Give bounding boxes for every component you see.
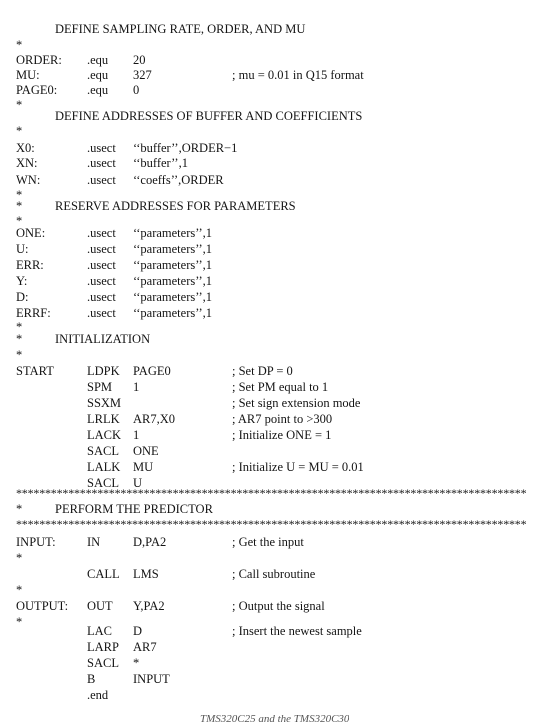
code-operand: 20 [133, 53, 146, 67]
code-comment: ; Set sign extension mode [232, 396, 361, 410]
separator-text: **************************************************************************************** [16, 517, 527, 531]
code-operand: ‘‘parameters’’,1 [133, 242, 212, 256]
asterisk-separator [0, 486, 539, 501]
code-mnemonic: .usect [87, 274, 116, 288]
code-line [0, 412, 539, 427]
code-mnemonic: LRLK [87, 412, 120, 426]
code-label: * [16, 38, 23, 52]
section-heading [0, 502, 539, 517]
code-operand: ONE [133, 444, 159, 458]
code-mnemonic: .usect [87, 226, 116, 240]
code-operand: U [133, 476, 143, 490]
code-operand: ‘‘parameters’’,1 [133, 258, 212, 272]
code-mnemonic: .usect [87, 242, 116, 256]
code-label: WN: [16, 173, 41, 187]
code-line [0, 567, 539, 582]
code-mnemonic: .usect [87, 258, 116, 272]
code-line [0, 83, 539, 98]
code-line [0, 688, 539, 703]
code-line [0, 68, 539, 83]
code-comment: ; Output the signal [232, 599, 325, 613]
code-label: * [16, 615, 23, 629]
code-mnemonic: LARP [87, 640, 119, 654]
asterisk-separator [0, 517, 539, 532]
section-heading [0, 109, 539, 124]
code-line [0, 258, 539, 273]
code-label: * [16, 551, 23, 565]
code-mnemonic: SSXM [87, 396, 122, 410]
code-line [0, 640, 539, 655]
code-comment: ; Set DP = 0 [232, 364, 293, 378]
code-operand: LMS [133, 567, 159, 581]
code-operand: AR7 [133, 640, 157, 654]
code-line [0, 290, 539, 305]
code-line [0, 141, 539, 156]
code-label: * [16, 583, 23, 597]
code-line [0, 624, 539, 639]
code-mnemonic: SPM [87, 380, 113, 394]
code-line [0, 226, 539, 241]
code-label: MU: [16, 68, 40, 82]
code-comment: ; Set PM equal to 1 [232, 380, 329, 394]
section-heading-text: DEFINE SAMPLING RATE, ORDER, AND MU [55, 22, 306, 36]
code-label: START [16, 364, 54, 378]
code-line [0, 156, 539, 171]
code-mnemonic: .usect [87, 173, 116, 187]
code-operand: MU [133, 460, 154, 474]
code-mnemonic: .equ [87, 68, 109, 82]
code-line [0, 396, 539, 411]
code-mnemonic: LALK [87, 460, 121, 474]
section-heading [0, 199, 539, 214]
code-operand: ‘‘coeffs’’,ORDER [133, 173, 224, 187]
code-label: * [16, 332, 23, 346]
code-line [0, 306, 539, 321]
code-operand: PAGE0 [133, 364, 171, 378]
code-label: * [16, 124, 23, 138]
code-comment: ; Get the input [232, 535, 304, 549]
code-line [0, 124, 539, 139]
code-mnemonic: SACL [87, 444, 119, 458]
code-line [0, 348, 539, 363]
code-line [0, 173, 539, 188]
code-label: XN: [16, 156, 38, 170]
code-label: X0: [16, 141, 35, 155]
code-mnemonic: B [87, 672, 96, 686]
section-heading-text: DEFINE ADDRESSES OF BUFFER AND COEFFICIENTS [55, 109, 363, 123]
code-line [0, 53, 539, 68]
code-operand: ‘‘parameters’’,1 [133, 226, 212, 240]
code-comment: ; AR7 point to >300 [232, 412, 333, 426]
code-operand: D,PA2 [133, 535, 167, 549]
code-operand: 1 [133, 428, 140, 442]
code-line [0, 274, 539, 289]
code-label: * [16, 98, 23, 112]
code-label: OUTPUT: [16, 599, 69, 613]
code-label: INPUT: [16, 535, 56, 549]
code-comment: ; Initialize ONE = 1 [232, 428, 332, 442]
code-line [0, 380, 539, 395]
code-mnemonic: LDPK [87, 364, 120, 378]
section-heading [0, 22, 539, 37]
code-label: PAGE0: [16, 83, 58, 97]
code-operand: INPUT [133, 672, 170, 686]
code-label: * [16, 214, 23, 228]
code-operand: ‘‘buffer’’,1 [133, 156, 188, 170]
section-heading-text: RESERVE ADDRESSES FOR PARAMETERS [55, 199, 296, 213]
code-operand: ‘‘parameters’’,1 [133, 290, 212, 304]
code-operand: Y,PA2 [133, 599, 165, 613]
code-mnemonic: IN [87, 535, 101, 549]
code-mnemonic: .usect [87, 306, 116, 320]
code-mnemonic: OUT [87, 599, 113, 613]
section-heading-text: PERFORM THE PREDICTOR [55, 502, 213, 516]
code-line [0, 460, 539, 475]
code-comment: ; Call subroutine [232, 567, 316, 581]
code-mnemonic: .equ [87, 53, 109, 67]
code-operand: ‘‘parameters’’,1 [133, 306, 212, 320]
code-line [0, 551, 539, 566]
code-mnemonic: SACL [87, 656, 119, 670]
code-label: * [16, 502, 23, 516]
code-label: * [16, 199, 23, 213]
code-comment: ; Initialize U = MU = 0.01 [232, 460, 364, 474]
code-label: Y: [16, 274, 28, 288]
section-heading [0, 332, 539, 347]
code-line [0, 672, 539, 687]
code-mnemonic: .usect [87, 141, 116, 155]
code-line [0, 242, 539, 257]
code-label: ORDER: [16, 53, 62, 67]
code-mnemonic: LACK [87, 428, 122, 442]
code-operand: 1 [133, 380, 140, 394]
code-label: D: [16, 290, 29, 304]
code-mnemonic: .usect [87, 156, 116, 170]
code-operand: D [133, 624, 143, 638]
code-operand: 327 [133, 68, 152, 82]
code-line [0, 583, 539, 598]
page-footer: TMS320C25 and the TMS320C30 [200, 713, 350, 725]
code-comment: ; mu = 0.01 in Q15 format [232, 68, 364, 82]
code-operand: ‘‘buffer’’,ORDER−1 [133, 141, 238, 155]
code-operand: ‘‘parameters’’,1 [133, 274, 212, 288]
section-heading-text: INITIALIZATION [55, 332, 151, 346]
code-label: ERRF: [16, 306, 51, 320]
code-line [0, 599, 539, 614]
code-mnemonic: .end [87, 688, 109, 702]
code-operand: 0 [133, 83, 140, 97]
separator-text: **************************************************************************************** [16, 486, 527, 500]
code-line [0, 428, 539, 443]
code-label: ERR: [16, 258, 44, 272]
code-label: * [16, 348, 23, 362]
code-mnemonic: LAC [87, 624, 112, 638]
code-operand: * [133, 656, 140, 670]
code-mnemonic: .usect [87, 290, 116, 304]
code-line [0, 38, 539, 53]
code-line [0, 444, 539, 459]
code-label: U: [16, 242, 29, 256]
code-label: * [16, 320, 23, 334]
code-line [0, 656, 539, 671]
code-comment: ; Insert the newest sample [232, 624, 362, 638]
code-label: * [16, 188, 23, 202]
code-mnemonic: CALL [87, 567, 120, 581]
code-operand: AR7,X0 [133, 412, 176, 426]
code-mnemonic: SACL [87, 476, 119, 490]
code-line [0, 535, 539, 550]
code-line [0, 364, 539, 379]
code-mnemonic: .equ [87, 83, 109, 97]
code-label: ONE: [16, 226, 46, 240]
